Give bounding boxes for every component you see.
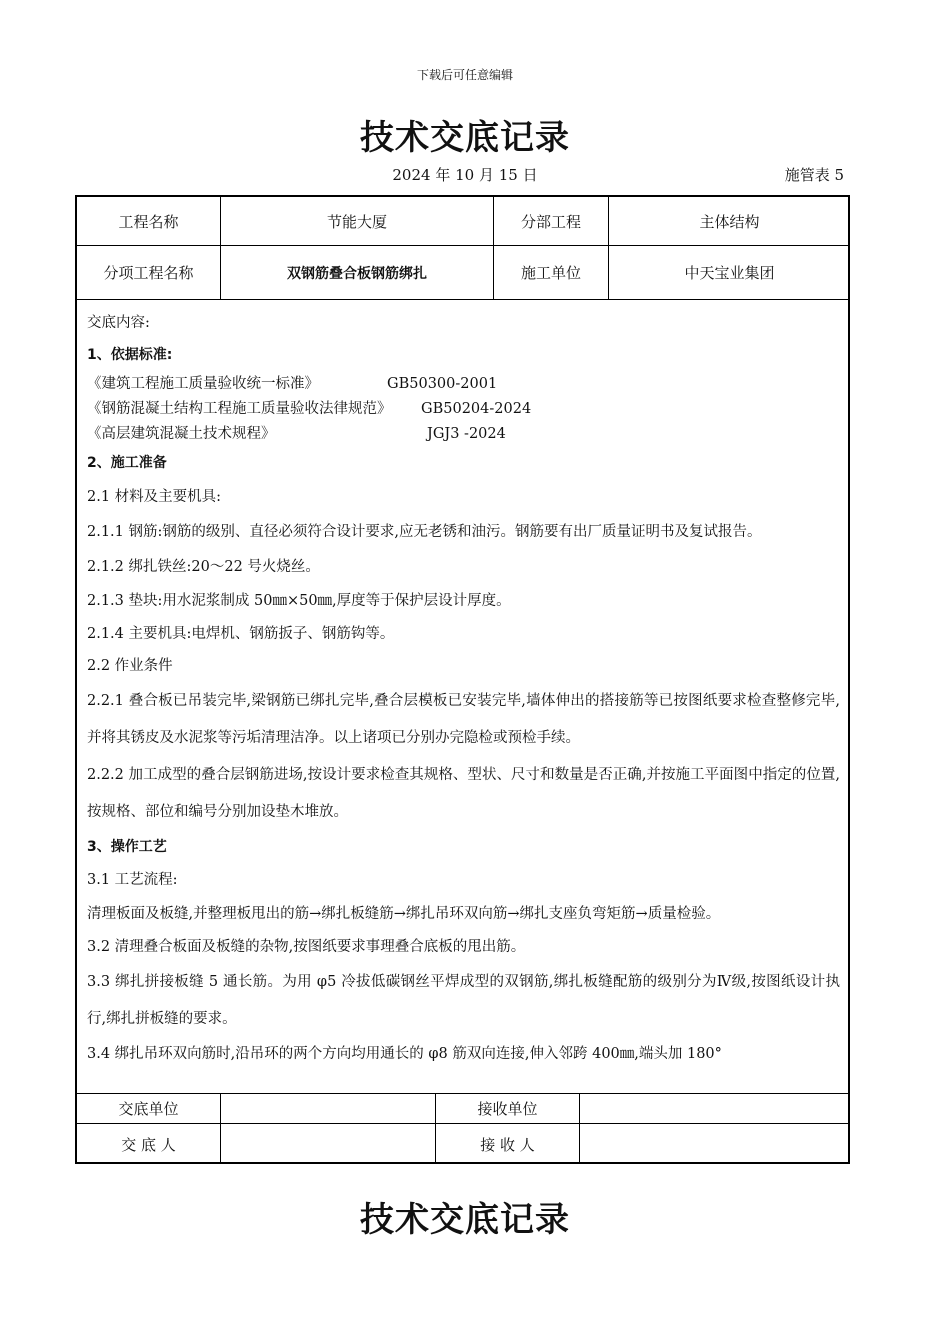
receiver-unit-label: 接收单位 [436, 1094, 580, 1123]
date-line [75, 164, 852, 186]
section-3-title: 3、操作工艺 [87, 839, 167, 855]
para-2-1-4: 2.1.4 主要机具:电焊机、钢筋扳子、钢筋钩等。 [87, 626, 395, 642]
para-2-2: 2.2 作业条件 [87, 658, 173, 674]
para-3-2: 3.2 清理叠合板面及板缝的杂物,按图纸要求事理叠合底板的甩出筋。 [87, 939, 526, 955]
section-2-title: 2、施工准备 [87, 455, 167, 471]
disclosure-content [77, 300, 848, 1094]
para-3-4: 3.4 绑扎吊环双向筋时,沿吊环的两个方向均用通长的 φ8 筋双向连接,伸入邻跨 400㎜,端头加 180° [87, 1046, 722, 1062]
next-page-title: 技术交底记录 [360, 1200, 570, 1240]
handover-person-label: 交 底 人 [77, 1124, 221, 1164]
handover-unit-label: 交底单位 [77, 1094, 221, 1123]
standard-3-code: JGJ3 -2024 [427, 426, 506, 442]
unit-value: 中天宝业集团 [684, 264, 775, 282]
standard-1 [87, 372, 840, 397]
subitem-value: 双钢筋叠合板钢筋绑扎 [221, 246, 494, 299]
person-signature-row [77, 1124, 848, 1164]
project-value: 节能大厦 [221, 197, 494, 245]
subitem-row [77, 246, 848, 300]
handover-unit-field[interactable] [221, 1094, 436, 1123]
standard-1-code: GB50300-2001 [387, 376, 498, 392]
content-intro: 交底内容: [87, 315, 150, 331]
standard-1-name: 《建筑工程施工质量验收统一标准》 [87, 376, 319, 392]
division-label: 分部工程 [494, 197, 609, 245]
division-value: 主体结构 [699, 212, 760, 231]
para-3-3: 3.3 绑扎拼接板缝 5 通长筋。为用 φ5 冷拔低碳钢丝平焊成型的双钢筋,绑扎板缝配筋的级别分为Ⅳ级,按图纸设计执行,绑扎拼板缝的要求。 [87, 974, 840, 1027]
record-table [75, 195, 850, 1164]
para-3-1: 3.1 工艺流程: [87, 872, 178, 888]
subitem-label: 分项工程名称 [77, 246, 221, 299]
para-2-1-3: 2.1.3 垫块:用水泥浆制成 50㎜×50㎜,厚度等于保护层设计厚度。 [87, 593, 511, 609]
standard-2-name: 《钢筋混凝土结构工程施工质量验收法律规范》 [87, 401, 392, 417]
standard-3-name: 《高层建筑混凝土技术规程》 [87, 426, 276, 442]
para-2-2-1: 2.2.1 叠合板已吊装完毕,梁钢筋已绑扎完毕,叠合层模板已安装完毕,墙体伸出的搭接筋等已按图纸要求检查整修完毕,并将其锈皮及水泥浆等污垢清理洁净。以上诸项已分别办完隐检或预检手续。 [87, 693, 840, 746]
record-date: 2024 年 10 月 15 日 [392, 166, 538, 184]
project-row [77, 197, 848, 246]
process-flow: 清理板面及板缝,并整理板甩出的筋→绑扎板缝筋→绑扎吊环双向筋→绑扎支座负弯矩筋→质量检验。 [87, 906, 721, 922]
standard-2-code: GB50204-2024 [421, 401, 532, 417]
project-label: 工程名称 [77, 197, 221, 245]
handover-person-field[interactable] [221, 1124, 436, 1164]
receiver-person-field[interactable] [580, 1124, 850, 1164]
unit-signature-row [77, 1094, 848, 1124]
para-2-1-2: 2.1.2 绑扎铁丝:20～22 号火烧丝。 [87, 559, 320, 575]
page-title: 技术交底记录 [360, 118, 570, 158]
para-2-1-1: 2.1.1 钢筋:钢筋的级别、直径必须符合设计要求,应无老锈和油污。钢筋要有出厂质量证明书及复试报告。 [87, 524, 762, 540]
receiver-person-label: 接 收 人 [436, 1124, 580, 1164]
section-1-title: 1、依据标准: [87, 347, 173, 363]
standard-3 [87, 422, 840, 447]
receiver-unit-field[interactable] [580, 1094, 850, 1123]
standard-2 [87, 397, 840, 422]
unit-label: 施工单位 [494, 246, 609, 299]
para-2-1: 2.1 材料及主要机具: [87, 489, 222, 505]
para-2-2-2: 2.2.2 加工成型的叠合层钢筋进场,按设计要求检查其规格、型状、尺寸和数量是否正确,并按施工平面图中指定的位置,按规格、部位和编号分别加设垫木堆放。 [87, 767, 840, 820]
form-number: 施管表 5 [784, 166, 844, 184]
header-note: 下载后可任意编辑 [416, 68, 513, 82]
